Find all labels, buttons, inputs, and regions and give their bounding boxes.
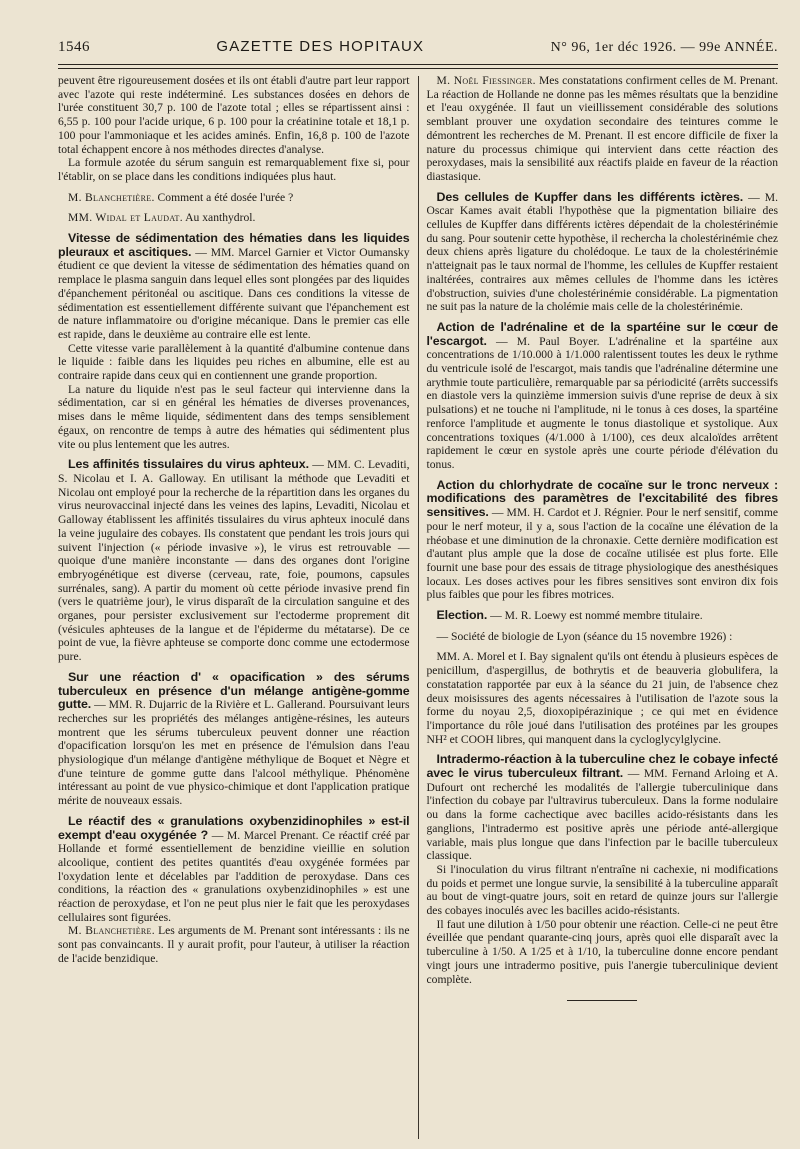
article-heading: Action de l'adrénaline et de la spartéine sur le cœur de l'escargot. — [426, 319, 778, 348]
paragraph-text: — MM. R. Dujarric de la Rivière et L. Gallerand. Poursuivant leurs recherches sur les propriétés des mélanges antigène-résines, les auteurs montrent que les sérums tuberculeux peuvent donner une réaction d'opacification lorsqu'on les met en présence de l'émulsion dans l'eau physiologique d'un mélange d'antigène méthylique de Boquet et Nègre et d'une teinture de gomme gutte dans l'alcool méthylique. Phénomène intéressant au point de vue physico-chimique et dont l'application pratique mérite de nouveaux essais. — [58, 698, 410, 808]
paragraph-text: — M. Marcel Prenant. Ce réactif créé par Hollande et formé essentiellement de benzidine vieillie en solution alcoolique, contient des petites quantités d'eau oxygénée formées par l'oxydation lente et décelables par l'addition de peroxydase. Dans ces conditions, la réaction des « granulations oxybenzidinophiles » est une réaction de peroxydase, et l'on ne peut plus nier le fait que les peroxydases cellulaires sont figurées. — [58, 828, 410, 924]
end-rule — [567, 1000, 637, 1001]
paragraph-text: — MM. Fernand Arloing et A. Dufourt ont recherché les modalités de l'allergie tuberculinique dans l'infection du cobaye par l'ultravirus tuberculeux. Dans la forme nodulaire ou dans la forme cachectique avec bacilles acido-résistants dans les ganglions, l'intradermo est positive après une période anté-allergique variable, mais plus longue que dans l'infection par le bacille tuberculeux classique. — [426, 767, 778, 863]
article-sedimentation — [58, 232, 410, 342]
article-heading: Vitesse de sédimentation des hématies dans les liquides pleuraux et ascitiques. — [58, 231, 410, 259]
article-cocaine — [427, 479, 779, 602]
paragraph-text: — M. Oscar Kames avait établi l'hypothèse que la pigmentation biliaire des cellules de Kupffer dans différents ictères dépendait de la cholestérinémie du sang. Pour soutenir cette hypothèse, il rechercha la cholestérinémie chez deux chiens après ligature du cholédoque. Le taux de la cholestérinémie n'atteignait pas le taux normal de l'homme, les cellules de Kupffer restaient inaltérées, contraires aux mêmes cellules de l'homme dans les ictères d'obstruction, suivies d'une cholestérinémie considérable. La pigmentation ne suit pas la nature de la cholémie mais celle de la cholestérinémie. — [426, 190, 778, 314]
paragraph: La formule azotée du sérum sanguin est remarquablement fixe si, pour l'établir, on se place dans les conditions indiquées plus haut. — [58, 156, 410, 183]
paragraph — [427, 74, 779, 184]
header-rule-top — [58, 64, 778, 65]
society-heading: — Société de biologie de Lyon (séance du 15 novembre 1926) : — [436, 629, 733, 643]
speaker-name: M. Blanchetière. — [68, 924, 155, 938]
right-column — [419, 74, 779, 1139]
speaker-name: M. Noël Fiessinger. — [436, 74, 536, 87]
paragraph-text: — MM. Marcel Garnier et Victor Oumansky étudient ce que devient la vitesse de sédimentation des hématies quand on remplace le plasma sanguin dans lequel elles sont plongées par des liquides d'épanchement péritonéal ou ascitique. Dans ces conditions la vitesse de sédimentation est essentiellement différente suivant que l'épanchement est de nature inflammatoire ou d'origine mécanique. Dans le premier cas elle est rapide, dans le deuxième au contraire elle est lente. — [58, 245, 410, 341]
paragraph-text: Les arguments de M. Prenant sont intéressants : ils ne sont pas convaincants. Il y aurait profit, pour l'auteur, à utiliser la réaction de l'acide benzidique. — [58, 924, 410, 965]
journal-title: GAZETTE DES HOPITAUX — [216, 38, 425, 55]
article-heading: Election. — [436, 608, 488, 623]
article-heading: Action du chlorhydrate de cocaïne sur le tronc nerveux : modifications des paramètres de l'excitabilité des fibres sensitives. — [426, 477, 778, 520]
paragraph-text: — MM. H. Cardot et J. Régnier. Pour le nerf sensitif, comme pour le nerf moteur, il y a, sous l'action de la cocaïne une élévation de la rhéobase et une diminution de la chronaxie. Cette dernière modification est d'autant plus ample que la dose de cocaïne utilisée est plus forte. Elle fournit une base pour des essais de titrage physiologique des anesthésiques locaux. Les doses actives pour les fibres sensitives sont environ dix fois plus faibles que pour les fibres motrices. — [426, 506, 778, 602]
article-heading: Les affinités tissulaires du virus aphteux. — [68, 457, 309, 472]
paragraph: Si l'inoculation du virus filtrant n'entraîne ni cachexie, ni modifications du poids et permet une longue survie, la sensibilité à la tuberculine apparaît au bout de vingt-quatre jours, soit en retard de quinze jours sur l'allergie des cobayes inoculés avec les bacilles acido-résistants. — [426, 862, 778, 918]
paragraph: MM. A. Morel et I. Bay signalent qu'ils ont étendu à plusieurs espèces de penicillum, d'aspergillus, de bothrytis et de beauveria globulifera, la constatation rapportée par eux à la séance du 21 juin, de l'absence chez deux moisissures des agents nécessaires à l'utilisation de l'azote sous la forme du noyau 2,5, dioxopipérazinique ; ce qui met en évidence l'importance du rôle joué dans l'utilisation des protéines par les groupes NH² et COOH libres, qui manquent dans la cycloglycylglycine. — [426, 650, 778, 746]
paragraph: La nature du liquide n'est pas le seul facteur qui intervienne dans la sédimentation, car si en général les hématies de diverses provenances, mises dans le même liquide, sédimentent dans des temps sensiblement égaux, on rencontre de temps à autre des hématies qui sédimentent plus vite ou plus lentement que les autres. — [58, 382, 410, 451]
article-heading: Sur une réaction d' « opacification » des sérums tuberculeux en présence d'un mélange antigène-gomme gutte. — [58, 669, 410, 712]
article-heading: Le réactif des « granulations oxybenzidinophiles » est-il exempt d'eau oxygénée ? — [58, 813, 410, 842]
page-header — [58, 38, 778, 60]
article-election — [427, 609, 779, 623]
article-kupffer — [427, 191, 779, 314]
page-number: 1546 — [58, 39, 90, 55]
paragraph: Cette vitesse varie parallèlement à la quantité d'albumine contenue dans le liquide : faible dans les liquides peu riches en albumine, elle est au contraire rapide dans ceux qui en contiennent une grande proportion. — [58, 341, 410, 383]
paragraph — [58, 191, 410, 205]
two-column-body — [58, 74, 778, 1139]
paragraph — [58, 211, 410, 225]
header-rule-bottom — [58, 68, 778, 69]
article-adrenaline — [427, 321, 779, 472]
article-opacification — [58, 671, 410, 808]
article-intradermo — [427, 753, 779, 863]
paragraph-text: — M. Paul Boyer. L'adrénaline et la spartéine aux concentrations de 1/10.000 à 1/1.000 ralentissent toutes les deux le rythme du ventricule isolé de l'escargot, mais tandis que l'adrénaline détermine une arythmie toute particulière, remarquable par sa périodicité (arrêts successifs en diastole vers la quinzième immersion suivis d'une reprise de deux à six pulsations) et ne touche ni l'amplitude, ni le tonus à ces doses, la spartéine renforce l'amplitude et augmente le tonus diastolique et systolique. Aux concentrations toxiques (4/1.000 à 1/100), ces deux alcaloïdes arrêtent rapidement le cœur en systole après une courte période d'élévation du tonus. — [426, 334, 778, 471]
article-oxybenzidinophiles — [58, 815, 410, 925]
article-heading: Intradermo-réaction à la tuberculine chez le cobaye infecté avec le virus tuberculeux filtrant. — [426, 752, 778, 781]
paragraph: Il faut une dilution à 1/50 pour obtenir une réaction. Celle-ci ne peut être éveillée que pendant quarante-cinq jours, après quoi elle disparaît avec la tuberculine à 1/50. A 1/25 et à 1/10, la tuberculine donne encore pendant vingt jours une intradermo positive, puis l'anergie tuberculinique devient complète. — [426, 917, 778, 986]
article-virus-aphteux — [58, 458, 410, 664]
speaker-name: MM. Widal et Laudat. — [68, 211, 183, 225]
paragraph: peuvent être rigoureusement dosées et ils ont établi d'autre part leur rapport avec l'azote qui reste indéterminé. Les substances dosées en dehors de l'urée constituent 30,7 p. 100 de l'azote total ; elles se répartissent ainsi : 6,55 p. 100 pour l'acide urique, 6 p. 100 pour la créatinine totale et 18,1 p. 100 pour l'ammoniaque et les acides aminés. Enfin, 16,8 p. 100 de l'azote total échappent encore à nos méthodes directes d'analyse. — [58, 74, 410, 156]
left-column — [58, 74, 418, 1139]
paragraph-text: — M. R. Loewy est nommé membre titulaire. — [487, 609, 703, 623]
paragraph-text: Mes constatations confirment celles de M. Prenant. La réaction de Hollande ne donne pas les mêmes résultats que la benzidine et l'eau oxygénée. Il faut un vieillissement considérable des solutions semblant prouver une oxydation secondaire des teintures comme le démontrent les recherches de M. Prenant. Il est encore difficile de fixer la nature du processus chimique qui intervient dans cette réaction des peroxydases, mais la sensibilité aux réactifs plaide en faveur de la réaction diastasique. — [426, 74, 778, 183]
paragraph-text: Au xanthydrol. — [182, 211, 256, 225]
article-heading: Des cellules de Kupffer dans les différents ictères. — [436, 189, 744, 204]
paragraph — [58, 924, 410, 965]
paragraph-text: Comment a été dosée l'urée ? — [154, 190, 294, 204]
speaker-name: M. Blanchetière. — [68, 190, 155, 204]
paragraph-text: — MM. C. Levaditi, S. Nicolau et I. A. Galloway. En utilisant la méthode que Levaditi et Nicolau ont employé pour la recherche de la répartition dans les organes du virus neurovaccinal injecté dans les veines des lapins, Levaditi, Nicolau et Galloway établissent les affinités tissulaires du virus aphteux inoculé dans la veine jugulaire des cobayes. Ils constatent que pendant les trois jours qui suivent l'injection (« période invasive »), le virus est retrouvable — quoique d'une manière inconstante — dans des organes dont l'origine embryogénétique est diverse (cerveau, rate, foie, poumons, capsules surrénales, sang). A partir du moment où cette période invasive prend fin (vers le quatrième jour), le virus disparaît de la circulation sanguine et des organes, pour persister exclusivement sur l'ectoderme proprement dit (vésicules aphteuses de la langue et de l'épiderme du métatarse). De ce point de vue, la fièvre aphteuse se comporte donc comme une ectodermose pure. — [58, 458, 410, 664]
issue-info: N° 96, 1er déc 1926. — 99e ANNÉE. — [550, 40, 778, 55]
